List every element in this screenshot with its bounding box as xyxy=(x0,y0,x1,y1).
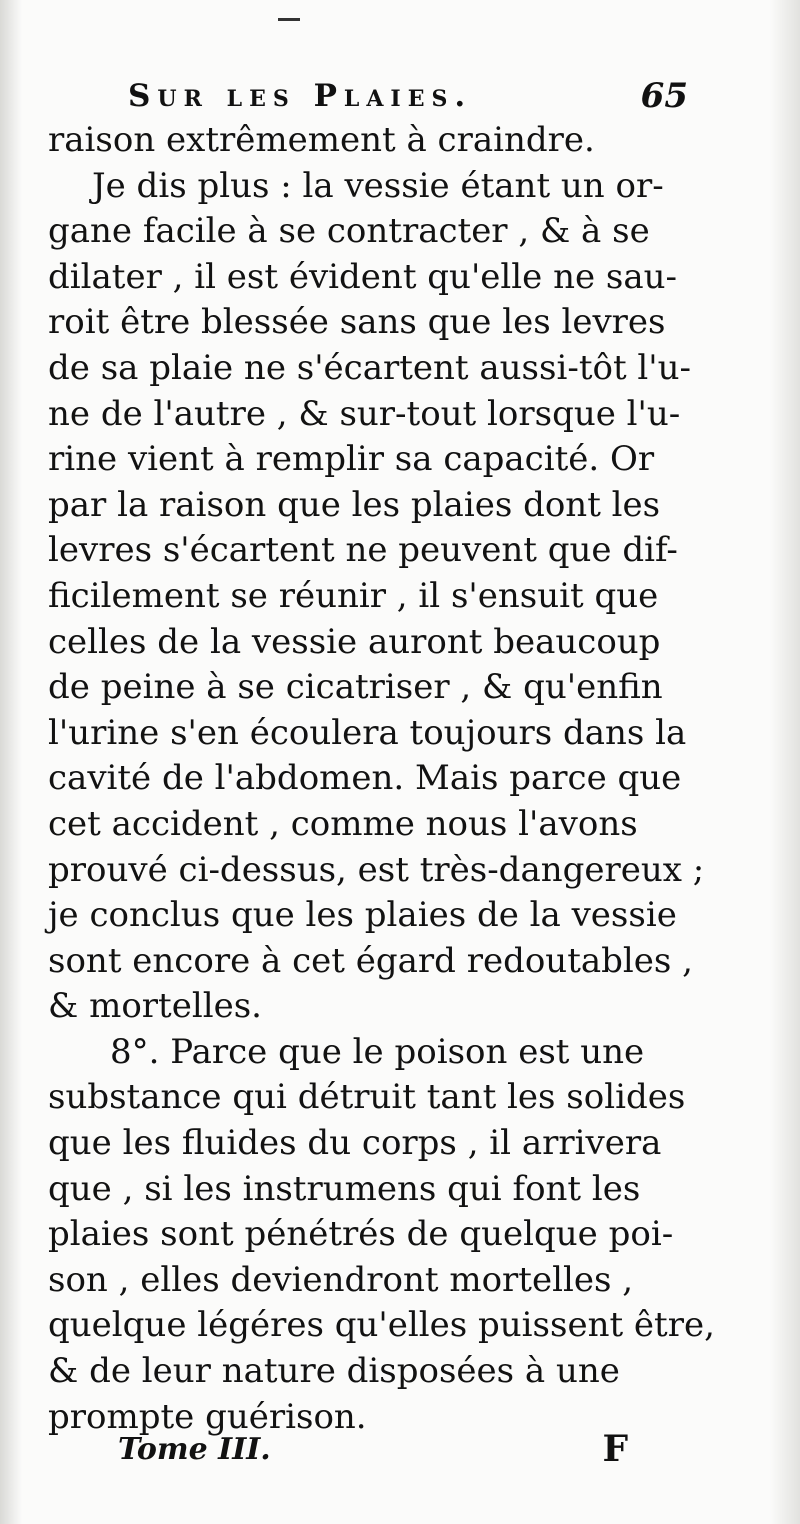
text-line: & mortelles. xyxy=(48,986,262,1027)
text-line: Je dis plus : la vessie étant un or- xyxy=(92,165,664,206)
text-line: ne de l'autre , & sur-tout lorsque l'u- xyxy=(48,393,681,434)
text-line: roit être blessée sans que les levres xyxy=(48,302,666,343)
text-line: & de leur nature disposées à une xyxy=(48,1351,620,1392)
text-line: ficilement se réunir , il s'ensuit que xyxy=(48,575,659,616)
volume-label: Tome III. xyxy=(118,1432,271,1467)
text-line: rine vient à remplir sa capacité. Or xyxy=(48,439,655,480)
signature-mark: F xyxy=(602,1428,628,1470)
text-line: que , si les instrumens qui font les xyxy=(48,1168,641,1209)
page-edge-shadow xyxy=(770,0,800,1524)
print-mark xyxy=(278,18,300,21)
text-line: sont encore à cet égard redoutables , xyxy=(48,940,693,981)
text-line: quelque légéres qu'elles puissent être, xyxy=(48,1305,715,1346)
text-line: celles de la vessie auront beaucoup xyxy=(48,621,661,662)
body-text xyxy=(40,118,730,1440)
text-line: gane facile à se contracter , & à se xyxy=(48,211,650,252)
text-line: prompte guérison. xyxy=(48,1396,367,1437)
page-gutter-shadow xyxy=(0,0,22,1524)
text-line: dilater , il est évident qu'elle ne sau- xyxy=(48,256,678,297)
text-line: par la raison que les plaies dont les xyxy=(48,484,661,525)
text-line: je conclus que les plaies de la vessie xyxy=(48,895,677,936)
text-line: levres s'écartent ne peuvent que dif- xyxy=(48,530,678,571)
page-footer xyxy=(118,1428,628,1476)
text-line: de peine à se cicatriser , & qu'enfin xyxy=(48,667,663,708)
page-header xyxy=(128,72,688,116)
text-line: substance qui détruit tant les solides xyxy=(48,1077,686,1118)
page-number: 65 xyxy=(640,76,688,116)
text-line: cavité de l'abdomen. Mais parce que xyxy=(48,758,682,799)
text-line: son , elles deviendront mortelles , xyxy=(48,1259,634,1300)
text-line: l'urine s'en écoulera toujours dans la xyxy=(48,712,687,753)
text-line: raison extrêmement à craindre. xyxy=(48,120,595,160)
text-line: que les fluides du corps , il arrivera xyxy=(48,1123,662,1164)
text-line: plaies sont pénétrés de quelque poi- xyxy=(48,1214,674,1255)
text-line: cet accident , comme nous l'avons xyxy=(48,803,638,844)
text-line: 8°. Parce que le poison est une xyxy=(110,1031,645,1072)
running-head: Sur les Plaies. xyxy=(128,78,473,114)
text-line: de sa plaie ne s'écartent aussi-tôt l'u- xyxy=(48,347,692,388)
text-line: prouvé ci-dessus, est très-dangereux ; xyxy=(48,849,705,890)
